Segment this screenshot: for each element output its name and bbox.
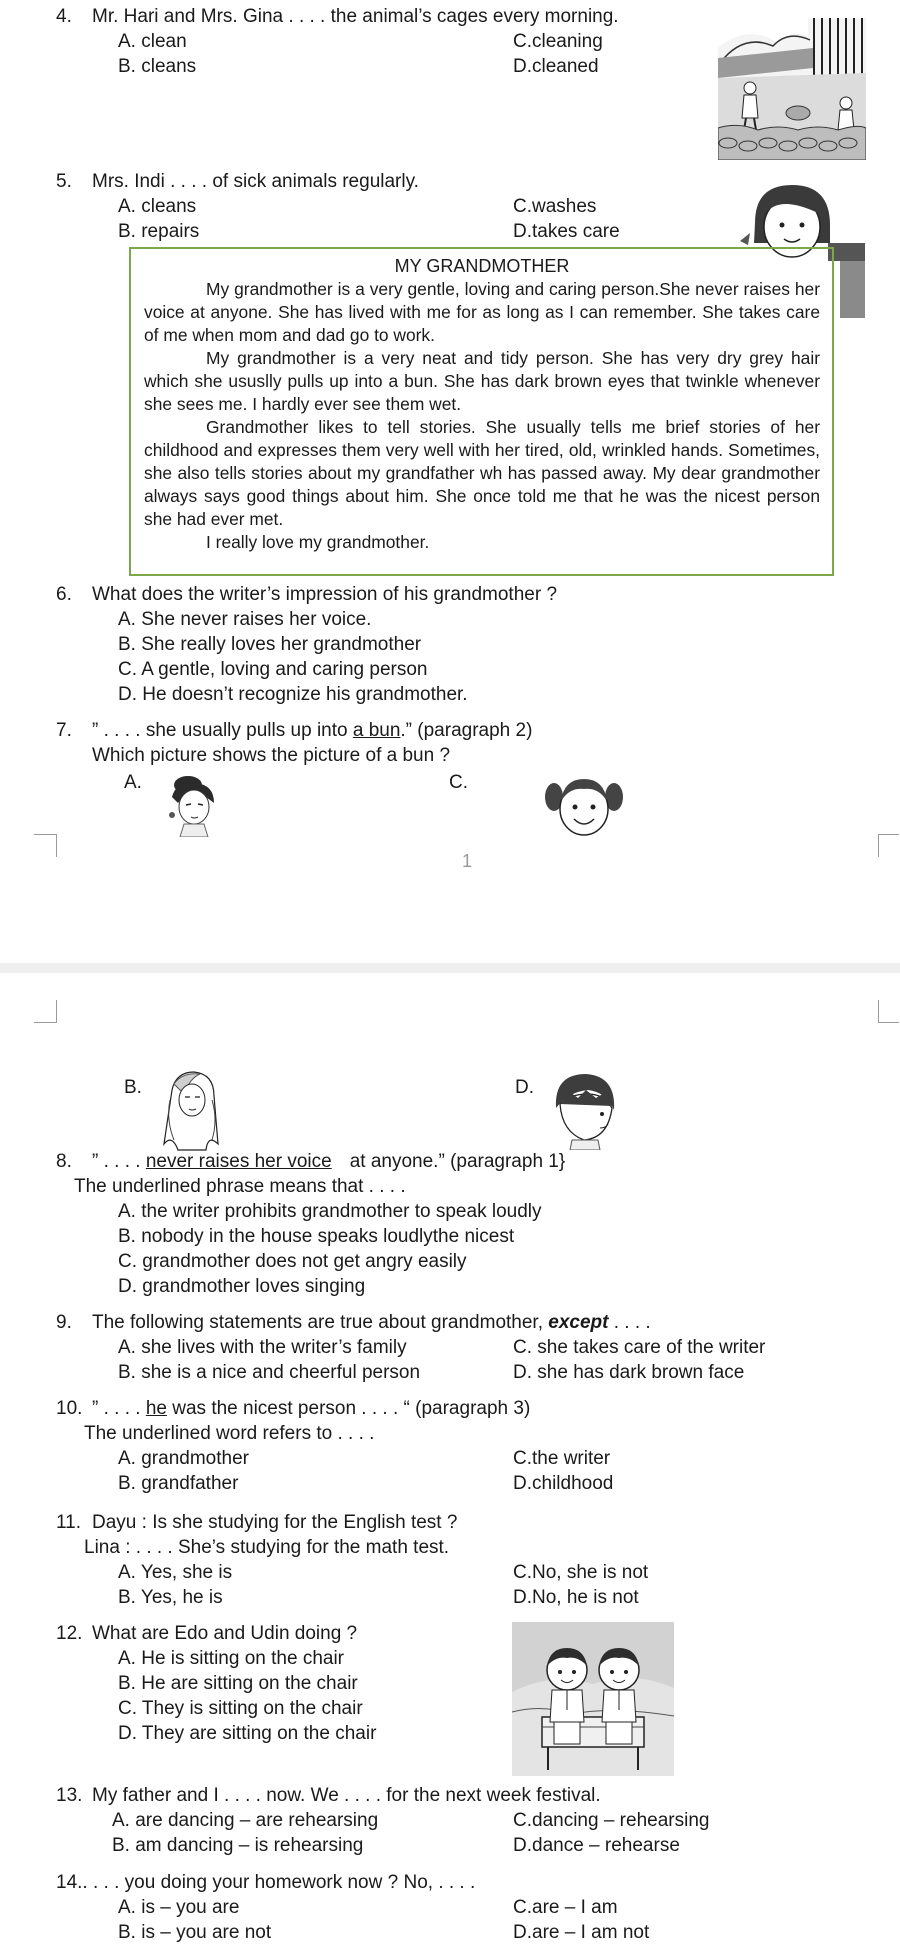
option-d: D.are – I am not — [513, 1922, 650, 1943]
question-number: 8. — [56, 1151, 72, 1172]
girl-with-pigtails-picture — [544, 773, 624, 841]
option-d: D. she has dark brown face — [513, 1362, 745, 1383]
question-8 — [56, 1150, 565, 1174]
option-a: A. grandmother — [118, 1448, 249, 1469]
question-9 — [56, 1311, 651, 1335]
option-d: D. grandmother loves singing — [118, 1276, 366, 1297]
question-text: My father and I . . . . now. We . . . . for the next week festival. — [92, 1785, 601, 1806]
page-break — [0, 963, 900, 973]
question-number: 7. — [56, 720, 72, 741]
question-number: 11. — [56, 1512, 82, 1533]
question-number: 10. — [56, 1398, 83, 1419]
question-12 — [56, 1622, 357, 1646]
question-prefix: ” . . . . she usually pulls up into — [92, 720, 353, 741]
question-number: 13. — [56, 1785, 83, 1806]
option-b: B. cleans — [118, 56, 197, 77]
question-11 — [56, 1511, 457, 1535]
question-7-subtext: Which picture shows the picture of a bun ? — [92, 745, 451, 766]
question-5 — [56, 170, 419, 194]
option-a: A. she lives with the writer’s family — [118, 1337, 407, 1358]
option-a: A. cleans — [118, 196, 197, 217]
option-a: A. the writer prohibits grandmother to speak loudly — [118, 1201, 542, 1222]
margin-mark — [34, 834, 57, 857]
option-d: D. He doesn’t recognize his grandmother. — [118, 684, 468, 705]
question-14 — [56, 1871, 475, 1895]
question-10 — [56, 1397, 530, 1421]
question-7 — [56, 719, 532, 743]
option-c: C.cleaning — [513, 31, 603, 52]
question-prefix: ” . . . . — [92, 1398, 146, 1419]
question-text: What does the writer’s impression of his grandmother ? — [92, 584, 558, 605]
reading-passage — [129, 247, 834, 576]
question-4 — [56, 5, 619, 29]
paragraph-3: Grandmother likes to tell stories. She usually tells me brief stories of her childhood and expresses them very well with her tired, old, wrinkled hands. Sometimes, she also tells stories about my grandfather wh has passed away. My dear grandmother always says good things about him. She once told me that he was the nicest person she had ever met. — [144, 417, 820, 529]
zoo-keepers-illustration — [718, 18, 866, 160]
underlined-word: he — [145, 1398, 167, 1419]
question-6 — [56, 583, 557, 607]
two-boys-sitting-illustration — [512, 1622, 674, 1776]
underlined-phrase: never raises her voice — [145, 1151, 332, 1172]
option-c: C.are – I am — [513, 1897, 618, 1918]
option-a: A. She never raises her voice. — [118, 609, 372, 630]
option-d: D.dance – rehearse — [513, 1835, 680, 1856]
question-text: . . . . you doing your homework now ? No, . . . . — [82, 1872, 476, 1893]
woman-long-hair-picture — [160, 1070, 222, 1152]
option-c: C.washes — [513, 196, 597, 217]
option-c: C. A gentle, loving and caring person — [118, 659, 428, 680]
option-d: D.childhood — [513, 1473, 614, 1494]
passage-title: MY GRANDMOTHER — [394, 256, 570, 276]
paragraph-2: My grandmother is a very neat and tidy person. She has very dry grey hair which she ususlly pulls up into a bun. She has dark brown eyes that twinkle whenever she sees me. I hardly ever see them wet. — [144, 348, 820, 414]
question-text: What are Edo and Udin doing ? — [92, 1623, 358, 1644]
paragraph-1: My grandmother is a very gentle, loving and caring person.She never raises her voice at anyone. She has lived with me for as long as I can remember. She takes care of me when mom and dad go to work. — [144, 279, 820, 345]
option-b: B. She really loves her grandmother — [118, 634, 422, 655]
question-prefix: The following statements are true about grandmother, — [92, 1312, 549, 1333]
question-text: Mrs. Indi . . . . of sick animals regularly. — [92, 171, 419, 192]
option-b: B. is – you are not — [118, 1922, 272, 1943]
option-a: A. Yes, she is — [118, 1562, 233, 1583]
question-suffix: . . . . — [608, 1312, 651, 1333]
option-a: A. are dancing – are rehearsing — [112, 1810, 379, 1831]
dialogue-line-2: Lina : . . . . She’s studying for the math test. — [84, 1537, 450, 1558]
question-number: 14. — [56, 1872, 83, 1893]
dialogue-line-1: Dayu : Is she studying for the English test ? — [92, 1512, 458, 1533]
question-number: 9. — [56, 1312, 72, 1333]
option-c: C. — [449, 772, 468, 793]
option-b: B. she is a nice and cheerful person — [118, 1362, 421, 1383]
question-suffix: at anyone.” (paragraph 1} — [349, 1151, 566, 1172]
option-a: A. He is sitting on the chair — [118, 1648, 344, 1669]
margin-mark — [878, 834, 899, 857]
option-b: B. am dancing – is rehearsing — [112, 1835, 364, 1856]
option-a: A. clean — [118, 31, 187, 52]
option-c: C. They is sitting on the chair — [118, 1698, 363, 1719]
woman-with-bun-picture — [158, 775, 234, 837]
question-8-subtext: The underlined phrase means that . . . . — [74, 1176, 406, 1197]
option-d: D. They are sitting on the chair — [118, 1723, 377, 1744]
option-b: B. — [124, 1077, 142, 1098]
option-b: B. nobody in the house speaks loudlythe nicest — [118, 1226, 515, 1247]
question-number: 6. — [56, 584, 72, 605]
question-suffix: .” (paragraph 2) — [400, 720, 533, 741]
boy-bowl-cut-picture — [550, 1070, 620, 1150]
option-b: B. He are sitting on the chair — [118, 1673, 358, 1694]
option-d: D.takes care — [513, 221, 620, 242]
margin-mark — [34, 1000, 57, 1023]
emphasized-word: except — [548, 1312, 609, 1333]
option-b: B. repairs — [118, 221, 200, 242]
question-prefix: ” . . . . — [92, 1151, 146, 1172]
option-b: B. grandfather — [118, 1473, 239, 1494]
option-c: C.dancing – rehearsing — [513, 1810, 710, 1831]
option-d: D.No, he is not — [513, 1587, 639, 1608]
option-d: D. — [515, 1077, 534, 1098]
option-c: C.No, she is not — [513, 1562, 649, 1583]
underlined-phrase: a bun — [352, 720, 401, 741]
question-10-subtext: The underlined word refers to . . . . — [84, 1423, 375, 1444]
page-number: 1 — [462, 851, 473, 871]
question-number: 4. — [56, 6, 72, 27]
question-number: 5. — [56, 171, 72, 192]
option-b: B. Yes, he is — [118, 1587, 223, 1608]
question-number: 12. — [56, 1623, 83, 1644]
option-a: A. — [124, 772, 142, 793]
option-d: D.cleaned — [513, 56, 599, 77]
paragraph-4: I really love my grandmother. — [206, 532, 430, 552]
question-13 — [56, 1784, 601, 1808]
option-c: C. she takes care of the writer — [513, 1337, 766, 1358]
question-suffix: was the nicest person . . . . “ (paragraph 3) — [166, 1398, 531, 1419]
option-c: C.the writer — [513, 1448, 611, 1469]
option-a: A. is – you are — [118, 1897, 240, 1918]
margin-mark — [878, 1000, 899, 1023]
question-text: Mr. Hari and Mrs. Gina . . . . the animal’s cages every morning. — [92, 6, 619, 27]
option-c: C. grandmother does not get angry easily — [118, 1251, 467, 1272]
